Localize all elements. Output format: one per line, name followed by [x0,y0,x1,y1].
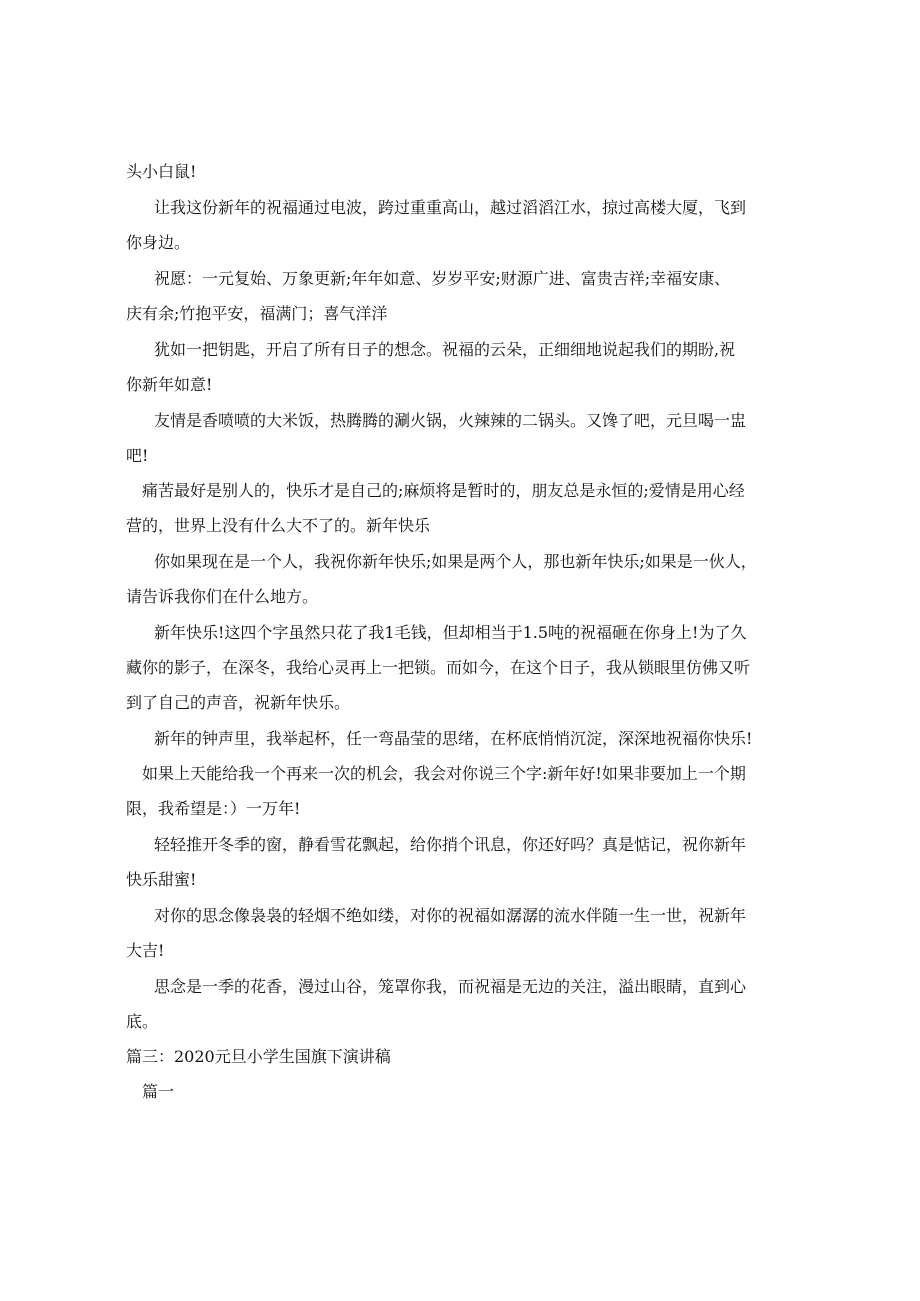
text-line: 庆有余;竹抱平安，福满门；喜气洋洋 [126,304,388,323]
text-line: 快乐甜蜜! [126,870,197,889]
text-line: 让我这份新年的祝福通过电波，跨过重重高山，越过滔滔江水，掠过高楼大厦，飞到 [154,198,747,217]
text-line: 轻轻推开冬季的窗，静看雪花飘起，给你捎个讯息，你还好吗？真是惦记，祝你新年 [154,835,747,854]
text-line: 底。 [126,1012,159,1031]
text-line: 大吉! [126,941,165,960]
text-line: 你身边。 [126,233,191,252]
text-line: 思念是一季的花香，漫过山谷，笼罩你我，而祝福是无边的关注，溢出眼睛，直到心 [154,977,747,996]
text-line: 藏你的影子，在深冬，我给心灵再上一把锁。而如今，在这个日子，我从锁眼里仿佛又听 [126,658,751,677]
text-line: 友情是香喷喷的大米饭，热腾腾的涮火锅，火辣辣的二锅头。又馋了吧，元旦喝一盅 [154,411,747,430]
text-line: 你如果现在是一个人，我祝你新年快乐;如果是两个人，那也新年快乐;如果是一伙人， [154,552,757,571]
subsection-heading: 篇一 [142,1082,175,1101]
text-line: 新年的钟声里，我举起杯，任一弯晶莹的思绪，在杯底悄悄沉淀，深深地祝福你快乐! [154,729,753,748]
text-line: 对你的思念像袅袅的轻烟不绝如缕，对你的祝福如潺潺的流水伴随一生一世，祝新年 [154,906,747,925]
text-line: 如果上天能给我一个再来一次的机会，我会对你说三个字:新年好!如果非要加上一个期 [142,764,746,783]
text-line: 营的，世界上没有什么大不了的。新年快乐 [126,516,431,535]
text-line: 犹如一把钥匙，开启了所有日子的想念。祝福的云朵，正细细地说起我们的期盼,祝 [154,340,736,359]
text-line: 请告诉我你们在什么地方。 [126,587,319,606]
text-line: 头小白鼠! [126,162,197,181]
text-line: 痛苦最好是别人的，快乐才是自己的;麻烦将是暂时的，朋友总是永恒的;爱情是用心经 [142,481,745,500]
text-line: 吧! [126,446,149,465]
text-line: 祝愿：一元复始、万象更新;年年如意、岁岁平安;财源广进、富贵吉祥;幸福安康、 [154,269,731,288]
text-line: 限，我希望是：）一万年! [126,799,301,818]
text-line: 到了自己的声音，祝新年快乐。 [126,693,351,712]
section-heading: 篇三：2020元旦小学生国旗下演讲稿 [126,1047,391,1066]
text-line: 你新年如意! [126,375,213,394]
text-line: 新年快乐!这四个字虽然只花了我1毛钱，但却相当于1.5吨的祝福砸在你身上!为了久 [154,623,747,642]
